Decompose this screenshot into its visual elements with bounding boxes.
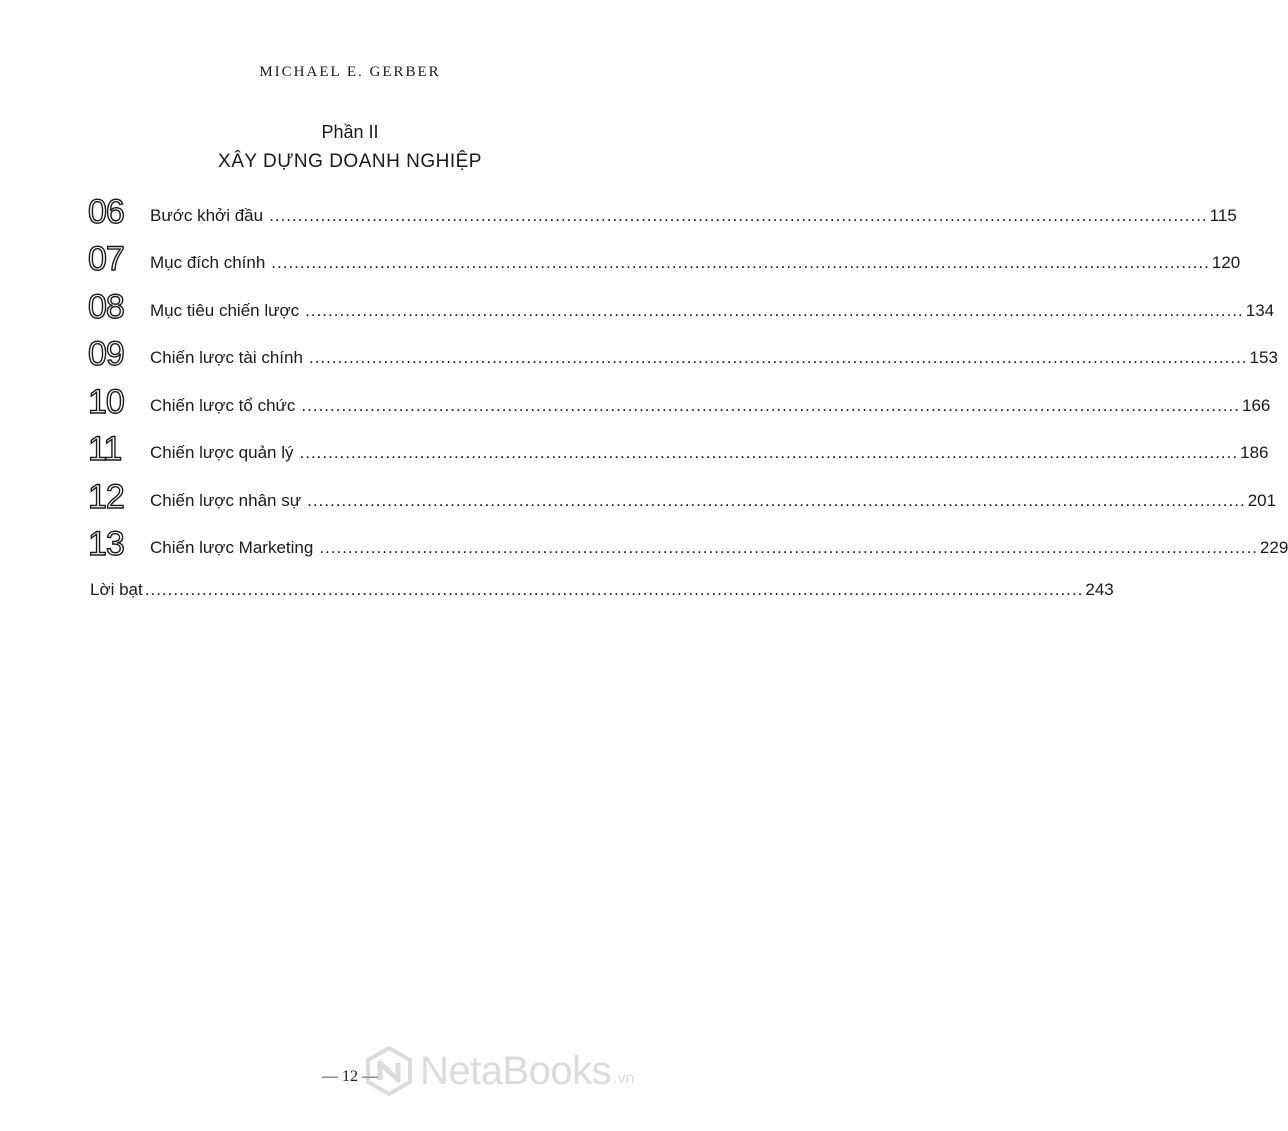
page-number: 115: [1209, 205, 1237, 225]
dot-leader: [300, 443, 1239, 463]
page-number: 186: [1240, 443, 1269, 463]
dot-leader: [309, 348, 1248, 368]
chapter-title: Chiến lược Marketing: [150, 538, 314, 558]
toc-entry: [88, 331, 1278, 379]
toc-entry: [88, 236, 1241, 284]
chapter-title: Mục đích chính: [150, 253, 266, 273]
toc-entry: [88, 283, 1275, 331]
page-number: 120: [1211, 253, 1241, 273]
toc-entry: [88, 378, 1271, 426]
watermark-tld: .vn: [613, 1070, 635, 1087]
chapter-number: 12: [88, 477, 124, 516]
page-folio: — 12 —: [322, 1068, 378, 1085]
dot-leader: [305, 301, 1244, 321]
chapter-title: Bước khởi đầu: [150, 205, 264, 225]
chapter-number: 09: [88, 335, 124, 374]
chapter-title: Chiến lược tài chính: [150, 348, 303, 368]
chapter-number: 08: [88, 287, 124, 326]
running-header-author: MICHAEL E. GERBER: [259, 64, 441, 80]
page-number: 153: [1249, 348, 1278, 368]
netabooks-logo-icon: [364, 1046, 414, 1096]
toc-entry: [88, 473, 1277, 521]
dot-leader: [269, 206, 1208, 226]
part-title: XÂY DỰNG DOANH NGHIỆP: [218, 151, 482, 172]
afterword-title: Lời bạt: [90, 580, 143, 599]
watermark: [364, 1046, 635, 1096]
watermark-brand: NetaBooks: [420, 1048, 612, 1093]
chapter-number: 11: [88, 430, 122, 469]
dot-leader: [145, 580, 1084, 600]
toc-entry: [88, 426, 1269, 474]
chapter-number: 07: [88, 240, 124, 279]
toc-entry-afterword: [90, 580, 1114, 600]
toc-entry: [88, 188, 1237, 236]
dot-leader: [307, 491, 1246, 511]
table-of-contents: [88, 188, 1288, 568]
page-number: 134: [1245, 300, 1275, 320]
page-number: 229: [1259, 538, 1288, 558]
chapter-number: 10: [88, 382, 124, 421]
part-label: Phần II: [321, 122, 379, 142]
chapter-title: Chiến lược quản lý: [150, 443, 294, 463]
toc-entry: [88, 521, 1288, 569]
chapter-title: Chiến lược tổ chức: [150, 395, 296, 415]
page-number: 243: [1085, 580, 1114, 599]
chapter-number: 13: [88, 525, 124, 564]
dot-leader: [301, 396, 1240, 416]
chapter-title: Mục tiêu chiến lược: [150, 300, 300, 320]
chapter-title: Chiến lược nhân sự: [150, 490, 302, 510]
page-number: 166: [1242, 395, 1271, 415]
dot-leader: [271, 253, 1210, 273]
chapter-number: 06: [88, 192, 124, 231]
dot-leader: [319, 538, 1258, 558]
page-number: 201: [1247, 490, 1277, 510]
